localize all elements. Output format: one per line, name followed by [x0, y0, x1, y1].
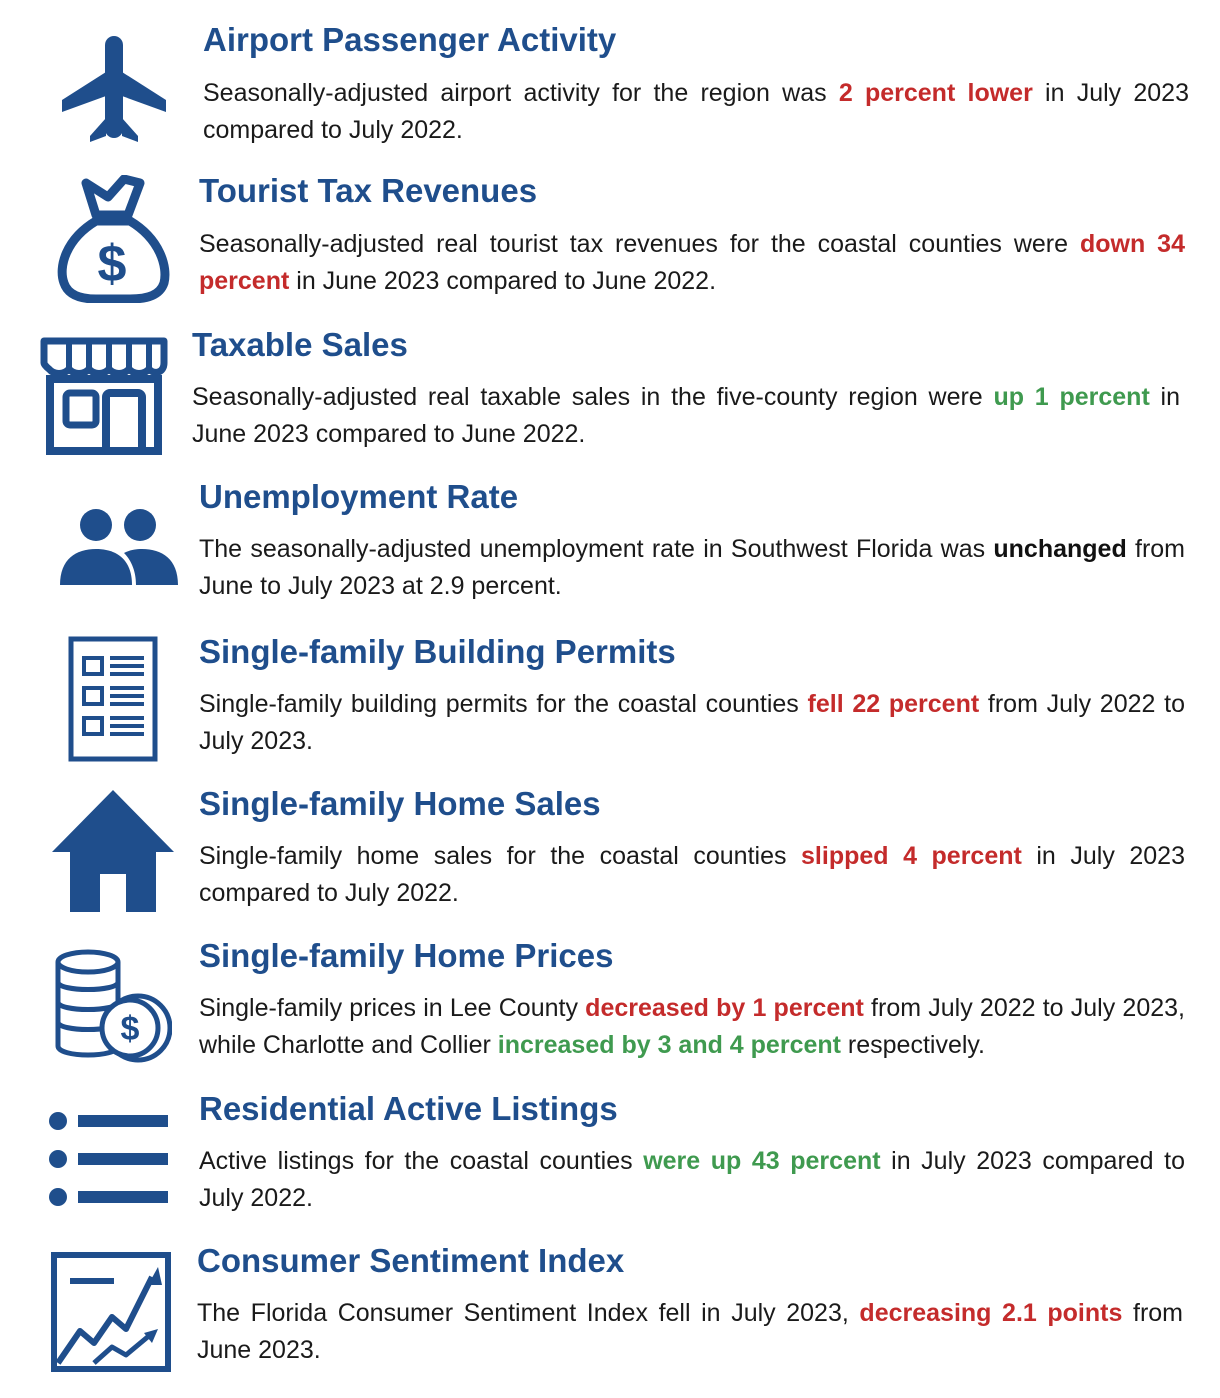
svg-text:$: $	[97, 235, 127, 293]
section-building-permits	[0, 622, 1220, 774]
section-home-sales	[0, 774, 1220, 926]
section-text	[199, 686, 1185, 760]
section-consumer-sentiment	[0, 1231, 1220, 1383]
checklist-document-icon	[68, 636, 158, 762]
text-part: in July 2023 compared to July 2022.	[203, 79, 1189, 144]
text-part: in July 2023 compared to July 2022.	[199, 1147, 1185, 1212]
highlight-negative: down 34 percent	[199, 230, 1185, 295]
highlight-negative: 2 percent lower	[838, 79, 1033, 107]
section-title: Single-family Building Permits	[199, 633, 676, 670]
text-part: from June 2023.	[197, 1299, 1183, 1364]
section-tourist-tax-revenues	[0, 163, 1220, 315]
highlight-neutral: unchanged	[993, 535, 1127, 563]
section-title: Single-family Home Sales	[199, 785, 601, 822]
section-title: Single-family Home Prices	[199, 937, 614, 974]
people-icon	[58, 507, 180, 587]
section-text	[199, 226, 1185, 300]
text-part: in June 2023 compared to June 2022.	[192, 383, 1181, 448]
highlight-negative: decreasing 2.1 points	[859, 1299, 1123, 1327]
section-text	[192, 379, 1180, 453]
section-title: Taxable Sales	[192, 326, 408, 363]
section-unemployment-rate	[0, 467, 1220, 619]
text-part: The seasonally-adjusted unemployment rate in Southwest Florida was	[199, 535, 994, 563]
section-text	[203, 75, 1189, 149]
text-part: The Florida Consumer Sentiment Index fell in July 2023,	[197, 1299, 860, 1327]
section-airport-passenger-activity	[0, 12, 1220, 164]
highlight-positive: up 1 percent	[993, 383, 1150, 411]
section-text	[199, 1143, 1185, 1217]
text-part: Single-family building permits for the coastal counties	[199, 690, 808, 718]
section-title: Unemployment Rate	[199, 478, 519, 515]
text-part: in June 2023 compared to June 2022.	[289, 267, 717, 295]
money-bag-icon	[56, 175, 170, 303]
section-text	[199, 531, 1185, 605]
bullet-list-icon	[48, 1109, 170, 1207]
text-part: from June to July 2023 at 2.9 percent.	[199, 535, 1185, 600]
section-text	[199, 838, 1185, 912]
text-part: Seasonally-adjusted airport activity for the region was	[203, 79, 839, 107]
text-part: Single-family home sales for the coastal counties	[199, 842, 802, 870]
svg-text:$: $	[120, 1010, 140, 1048]
highlight-negative: slipped 4 percent	[801, 842, 1022, 870]
highlight-negative: fell 22 percent	[807, 690, 980, 718]
text-part: Seasonally-adjusted real tourist tax revenues for the coastal counties were	[199, 230, 1080, 258]
section-title: Tourist Tax Revenues	[199, 172, 538, 209]
trend-chart-icon	[50, 1251, 172, 1373]
airplane-icon	[58, 32, 170, 144]
text-part: Seasonally-adjusted real taxable sales in the five-county region were	[192, 383, 994, 411]
text-part: Active listings for the coastal counties	[199, 1147, 644, 1175]
text-part: Single-family prices in Lee County	[199, 994, 586, 1022]
coin-stack-icon	[54, 948, 172, 1066]
text-part: in July 2023 compared to July 2022.	[199, 842, 1185, 907]
highlight-positive: increased by 3 and 4 percent	[497, 1031, 841, 1059]
text-part: respectively.	[840, 1031, 985, 1059]
section-home-prices	[0, 926, 1220, 1078]
text-part: from July 2022 to July 2023.	[199, 690, 1185, 755]
section-taxable-sales	[0, 315, 1220, 467]
highlight-positive: were up 43 percent	[643, 1147, 881, 1175]
section-active-listings	[0, 1079, 1220, 1231]
section-text	[197, 1295, 1183, 1369]
storefront-icon	[40, 335, 168, 455]
house-icon	[50, 788, 176, 914]
highlight-negative: decreased by 1 percent	[585, 994, 864, 1022]
section-title: Residential Active Listings	[199, 1090, 618, 1127]
section-title: Airport Passenger Activity	[203, 21, 617, 58]
section-text	[199, 990, 1185, 1064]
section-title: Consumer Sentiment Index	[197, 1242, 625, 1279]
text-part: from July 2022 to July 2023, while Charlotte and Collier	[199, 994, 1185, 1059]
